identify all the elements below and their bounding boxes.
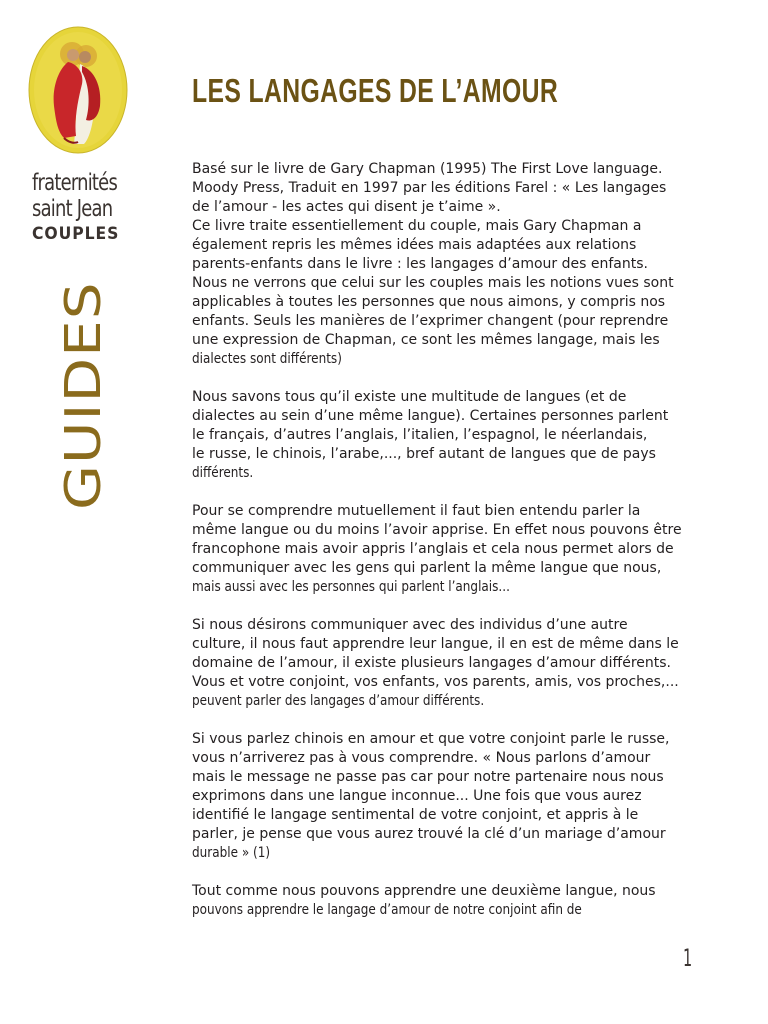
- text-line: différents.: [192, 465, 254, 481]
- text-line: Ce livre traite essentiellement du couple, mais Gary Chapman a: [192, 218, 642, 234]
- brand-subtitle: COUPLES: [32, 224, 120, 244]
- text-line: de l’amour - les actes qui disent je t’aime ».: [192, 199, 501, 215]
- text-line: même langue ou du moins l’avoir apprise. En effet nous pouvons être: [192, 522, 682, 538]
- page-number: 1: [683, 944, 693, 972]
- text-line: Basé sur le livre de Gary Chapman (1995) The First Love language.: [192, 161, 663, 177]
- text-line: domaine de l’amour, il existe plusieurs langages d’amour différents.: [192, 655, 671, 671]
- sidebar-section-label: GUIDES: [54, 281, 112, 510]
- text-line: une expression de Chapman, ce sont les mêmes langage, mais les: [192, 332, 660, 348]
- text-line: exprimons dans une langue inconnue... Une fois que vous aurez: [192, 788, 642, 804]
- brand-name-line1: fraternités: [32, 170, 118, 196]
- paragraph: [192, 882, 694, 920]
- text-line: pouvons apprendre le langage d’amour de notre conjoint afin de: [192, 902, 582, 918]
- text-line: identifié le langage sentimental de votre conjoint, et appris à le: [192, 807, 639, 823]
- text-line: parents-enfants dans le livre : les langages d’amour des enfants.: [192, 256, 648, 272]
- text-line: peuvent parler des langages d’amour différents.: [192, 693, 485, 709]
- text-line: culture, il nous faut apprendre leur langue, il en est de même dans le: [192, 636, 679, 652]
- text-line: dialectes sont différents): [192, 351, 342, 367]
- document-body: [192, 160, 694, 939]
- text-line: Nous ne verrons que celui sur les couples mais les notions vues sont: [192, 275, 674, 291]
- text-line: francophone mais avoir appris l’anglais et cela nous permet alors de: [192, 541, 674, 557]
- paragraph: [192, 730, 694, 863]
- text-line: Vous et votre conjoint, vos enfants, vos parents, amis, vos proches,...: [192, 674, 679, 690]
- brand-logo: [32, 172, 142, 243]
- text-line: le russe, le chinois, l’arabe,..., bref autant de langues que de pays: [192, 446, 656, 462]
- paragraph: [192, 502, 694, 597]
- text-line: mais le message ne passe pas car pour notre partenaire nous nous: [192, 769, 664, 785]
- text-line: vous n’arriverez pas à vous comprendre. « Nous parlons d’amour: [192, 750, 651, 766]
- text-line: enfants. Seuls les manières de l’exprimer changent (pour reprendre: [192, 313, 669, 329]
- icon-emblem-logo: [28, 26, 128, 154]
- text-line: Si nous désirons communiquer avec des individus d’une autre: [192, 617, 628, 633]
- text-line: applicables à toutes les personnes que nous aimons, y compris nos: [192, 294, 666, 310]
- text-line: mais aussi avec les personnes qui parlent l’anglais...: [192, 579, 510, 595]
- text-line: communiquer avec les gens qui parlent la même langue que nous,: [192, 560, 662, 576]
- paragraph: [192, 616, 694, 711]
- paragraph: [192, 388, 694, 483]
- text-line: également repris les mêmes idées mais adaptées aux relations: [192, 237, 637, 253]
- document-title: LES LANGAGES DE L’AMOUR: [192, 72, 559, 109]
- text-line: Tout comme nous pouvons apprendre une deuxième langue, nous: [192, 883, 656, 899]
- text-line: dialectes au sein d’une même langue). Certaines personnes parlent: [192, 408, 669, 424]
- text-line: parler, je pense que vous aurez trouvé la clé d’un mariage d’amour: [192, 826, 666, 842]
- paragraph: [192, 160, 694, 369]
- text-line: durable » (1): [192, 845, 271, 861]
- text-line: le français, d’autres l’anglais, l’italien, l’espagnol, le néerlandais,: [192, 427, 648, 443]
- brand-name-line2: saint Jean: [32, 196, 113, 222]
- text-line: Si vous parlez chinois en amour et que votre conjoint parle le russe,: [192, 731, 670, 747]
- text-line: Nous savons tous qu’il existe une multitude de langues (et de: [192, 389, 627, 405]
- text-line: Moody Press, Traduit en 1997 par les éditions Farel : « Les langages: [192, 180, 667, 196]
- text-line: Pour se comprendre mutuellement il faut bien entendu parler la: [192, 503, 641, 519]
